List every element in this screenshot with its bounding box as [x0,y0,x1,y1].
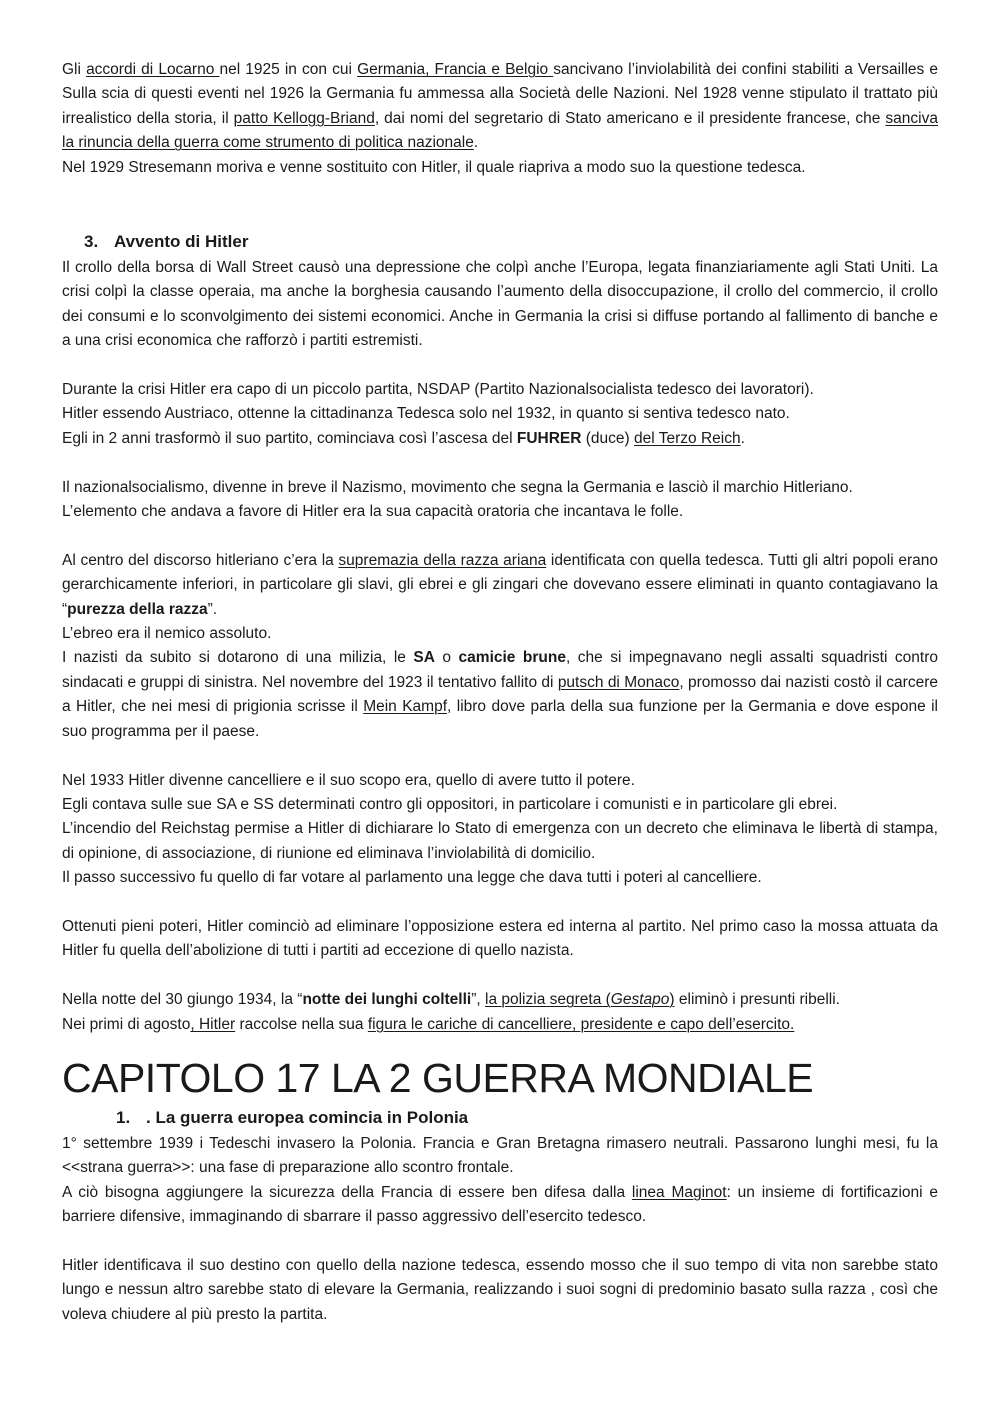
underlined-text: patto Kellogg-Briand [233,109,375,127]
paragraph-invasione: 1° settembre 1939 i Tedeschi invasero la Polonia. Francia e Gran Bretagna rimasero neutrali. Passarono lunghi mesi, fu la <<strana guerra>>: una fase di preparazione allo scontro frontale. [62,1134,938,1177]
text: ”, [471,991,485,1009]
underlined-text: figura le cariche di cancelliere, presidente e capo dell’esercito. [367,1015,795,1033]
underlined-text: Germania, Francia e Belgio [357,61,554,78]
text: Nella notte del 30 giungo 1934, la “ [62,991,303,1009]
paragraph-crisi: Il crollo della borsa di Wall Street causò una depressione che colpì anche l’Europa, legata finanziariamente agli Stati Uniti. La crisi colpì la classe operaia, ma anche la borghesia causando l’aumento della disoccupazione, il crollo del commercio, il crollo dei consumi e lo sconvolgimento dei sistemi economici. Anche in Germania la crisi si diffuse portando al fallimento di banche e a una crisi economica che rafforzò i partiti estremisti. [62,259,938,350]
text: . [473,134,479,152]
underlined-text: accordi di Locarno [86,61,220,78]
text: Gli [62,61,87,78]
text: ”. [207,600,218,618]
paragraph-legge: Il passo successivo fu quello di far votare al parlamento una legge che dava tutti i poteri al cancelliere. [62,869,762,887]
paragraph-stresemann: Nel 1929 Stresemann moriva e venne sostituito con Hitler, il quale riapriva a modo suo la questione tedesca. [62,158,806,176]
underlined-text [485,991,675,1008]
text: I nazisti da subito si dotarono di una milizia, le [62,649,414,667]
paragraph-reichstag: L’incendio del Reichstag permise a Hitler di dichiarare lo Stato di emergenza con un decreto che eliminava le libertà di stampa, di opinione, di associazione, di riunione ed eliminava l’inviolabilità di domicilio. [62,820,938,862]
underlined-text: Mein Kampf [363,698,448,716]
bold-text: purezza della razza [67,600,208,618]
text: Nei primi di agosto [62,1015,191,1033]
text: . [740,429,745,447]
paragraph-ebreo: L’ebreo era il nemico assoluto. [62,625,272,643]
text: nel 1925 in con cui [219,61,358,78]
paragraph-sa-ss: Egli contava sulle sue SA e SS determinati contro gli oppositori, in particolare i comunisti e in particolare gli ebrei. [62,795,838,813]
paragraph-razza [62,549,938,622]
text: sancivano l’inviolabilità dei confini stabiliti a Versailles e Sulla scia di questi eventi nel 1926 la Germania fu ammessa alla Società delle Nazioni. Nel 1928 venne stipulato il trattato più irrealistico della storia, il [62,61,939,127]
italic-text: Gestapo [610,991,670,1009]
text: la polizia segreta ( [485,991,611,1009]
paragraph-locarno [62,58,938,156]
section-number: 3. [84,232,99,252]
paragraph-coltelli [62,988,938,1012]
text: , dai nomi del segretario di Stato americano e il presidente francese, che [374,109,886,127]
paragraph-cariche [62,1013,938,1037]
document-page [62,58,938,1327]
paragraph-opposizione: Ottenuti pieni poteri, Hitler cominciò ad eliminare l’opposizione estera ed interna al partito. Nel primo caso la mossa attuata da Hitler fu quella dell’abolizione di tutti i partiti ad eccezione di quello nazista. [62,917,938,960]
text: A ciò bisogna aggiungere la sicurezza della Francia di essere ben difesa dalla [62,1183,632,1201]
paragraph-destino: Hitler identificava il suo destino con quello della nazione tedesca, essendo mosso che il suo tempo di vita non sarebbe stato lungo e nessun altro sarebbe stato di elevare la Germania, realizzando i suoi sogni di predominio basato sulla razza , così che voleva chiudere al più presto la partita. [62,1256,938,1323]
bold-text: notte dei lunghi coltelli [302,991,472,1009]
paragraph-nsdap: Durante la crisi Hitler era capo di un piccolo partita, NSDAP (Partito Nazionalsocialista tedesco dei lavoratori). [62,381,814,399]
text: Egli in 2 anni trasformò il suo partito, cominciava così l’ascesa del [62,429,517,447]
section-heading-polonia [116,1106,938,1130]
section-heading-avvento [84,230,938,254]
bold-text: camicie brune [458,649,566,667]
bold-text: SA [413,649,435,667]
paragraph-oratoria: L’elemento che andava a favore di Hitler era la sua capacità oratoria che incantava le folle. [62,503,684,521]
text: identificata con quella tedesca. Tutti gli altri popoli erano gerarchicamente inferiori, in particolare gli slavi, gli ebrei e gli zingari che dovevano essere eliminati in quanto contagiavano la “ [62,551,938,618]
text: ) [669,991,675,1009]
text: eliminò i presunti ribelli. [674,991,840,1009]
bold-text: FUHRER [516,429,582,447]
text: Al centro del discorso hitleriano c’era la [62,551,339,569]
text: , promosso dai nazisti costò il carcere a Hitler, che nei mesi di prigionia scrisse il [62,673,938,716]
underlined-text: , Hitler [190,1015,236,1033]
paragraph-milizia [62,646,938,744]
section-title: . La guerra europea comincia in Polonia [146,1107,469,1127]
text: o [434,649,459,667]
text: (duce) [581,429,635,447]
text: raccolse nella sua [235,1015,368,1033]
chapter-title: CAPITOLO 17 LA 2 GUERRA MONDIALE [62,1054,814,1101]
underlined-text: supremazia della razza ariana [338,551,547,569]
underlined-text: putsch di Monaco [557,673,680,691]
section-number: 1. [116,1107,131,1127]
section-title: Avvento di Hitler [114,232,249,252]
paragraph-fuhrer [62,427,938,451]
paragraph-nazismo: Il nazionalsocialismo, divenne in breve il Nazismo, movimento che segna la Germania e lasciò il marchio Hitleriano. [62,478,853,496]
text: : un insieme di fortificazioni e barriere difensive, immaginando di sbarrare il passo aggressivo dell’esercito tedesco. [62,1183,939,1226]
paragraph-cittadinanza: Hitler essendo Austriaco, ottenne la cittadinanza Tedesca solo nel 1932, in quanto si sentiva tedesco nato. [62,405,790,423]
underlined-text: del Terzo Reich [634,429,741,447]
underlined-text: linea Maginot [631,1183,727,1201]
text: , che si impegnavano negli assalti squadristi contro sindacati e gruppi di sinistra. Nel novembre del 1923 il tentativo fallito di [62,649,938,691]
underlined-text: sanciva la rinuncia della guerra come strumento di politica nazionale [62,109,938,152]
paragraph-maginot [62,1181,938,1230]
paragraph-cancelliere: Nel 1933 Hitler divenne cancelliere e il suo scopo era, quello di avere tutto il potere. [62,771,635,789]
text: , libro dove parla della sua funzione per la Germania e dove espone il suo programma per il paese. [62,698,939,740]
